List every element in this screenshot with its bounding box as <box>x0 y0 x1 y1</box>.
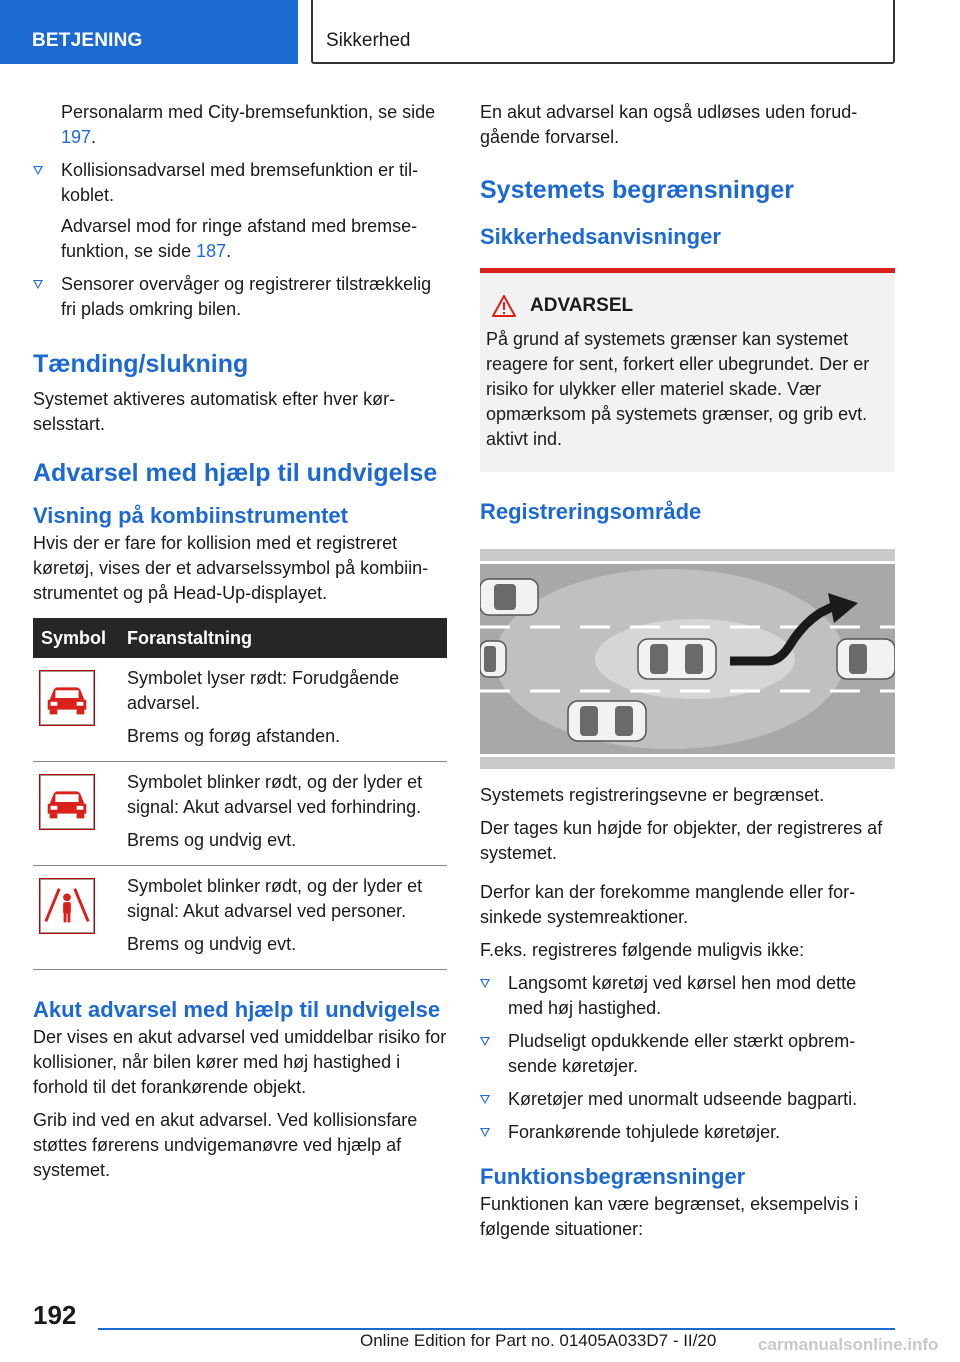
right-column <box>480 100 895 1250</box>
action-cell <box>119 658 447 762</box>
table-header-action: Foranstaltning <box>119 618 447 658</box>
person-warning-icon <box>39 878 95 934</box>
paragraph: Der tages kun højde for objekter, der registreres af systemet. <box>480 818 883 863</box>
bullet-item: Langsomt køretøj ved kørsel hen mod dette med høj hastighed. <box>480 971 895 1021</box>
paragraph: Funktionen kan være begrænset, eksempelvis i følgende situationer: <box>480 1194 859 1239</box>
car-icon <box>480 579 538 615</box>
table-row <box>33 866 447 970</box>
symbol-table <box>33 618 447 970</box>
action-cell <box>119 762 447 866</box>
table-row <box>33 658 447 762</box>
car-warning-icon <box>39 774 95 830</box>
action-text: Symbolet lyser rødt: Forudgående advarsel. <box>127 668 400 713</box>
page-link-187[interactable]: 187 <box>196 241 227 261</box>
heading-visning: Visning på kombiinstrumentet <box>33 503 348 528</box>
paragraph: Hvis der er fare for kollision med et registreret køretøj, vises der et advarselssymbol på kombiinstrumentet og på Head-Up-displayet. <box>33 533 429 603</box>
car-icon <box>568 701 646 741</box>
car-icon <box>638 639 716 679</box>
symbol-cell <box>33 658 119 762</box>
action-text: Brems og undvig evt. <box>127 934 297 954</box>
intro-paragraph: Personalarm med City-bremsefunktion, se side 197. <box>61 102 436 147</box>
action-text: Symbolet blinker rødt, og der lyder et signal: Akut advarsel ved personer. <box>127 876 423 921</box>
symbol-cell <box>33 762 119 866</box>
page-link-197[interactable]: 197 <box>61 127 92 147</box>
bullet-subtext: Advarsel mod for ringe afstand med bremsefunktion, se side 187. <box>61 216 418 261</box>
left-column <box>33 100 447 1191</box>
watermark: carmanualsonline.info <box>758 1335 939 1354</box>
table-row <box>33 762 447 866</box>
paragraph: Der vises en akut advarsel ved umiddelbar risiko for kollisioner, når bilen kører med høj hastighed i forhold til det forankørende objekt. <box>33 1027 447 1097</box>
paragraph: Grib ind ved en akut advarsel. Ved kollisionsfare støttes førerens undvigemanøvre ved hjælp af systemet. <box>33 1110 418 1180</box>
heading-funktion: Funktionsbegrænsninger <box>480 1164 746 1189</box>
paragraph: Systemet aktiveres automatisk efter hver kørselsstart. <box>33 389 396 434</box>
action-text: Brems og undvig evt. <box>127 830 297 850</box>
warning-text: På grund af systemets grænser kan systemet reagere for sent, forkert eller ubegrundet. Der er risiko for ulykker eller materiel skade. Vær opmærksom på systemets grænser, og grib evt. aktivt ind. <box>486 329 870 449</box>
car-icon <box>480 641 506 677</box>
bullet-item: Sensorer overvåger og registrerer tilstrækkelig fri plads omkring bilen. <box>33 272 447 322</box>
bullet-text: Kollisionsadvarsel med bremsefunktion er tilkoblet. <box>33 158 447 208</box>
action-text: Brems og forøg afstanden. <box>127 726 341 746</box>
page-number: 192 <box>33 1300 77 1330</box>
section-tab: BETJENING <box>0 0 298 64</box>
heading-begraensninger: Systemets begrænsninger <box>480 176 794 204</box>
car-icon <box>837 639 895 679</box>
bullet-item: Forankørende tohjulede køretøjer. <box>480 1120 895 1145</box>
detection-range-illustration <box>480 549 895 769</box>
paragraph: F.eks. registreres følgende muligvis ikke: <box>480 940 805 960</box>
bullet-item <box>33 158 447 264</box>
warning-title: ADVARSEL <box>530 295 634 316</box>
warning-triangle-icon <box>492 295 516 317</box>
paragraph: Systemets registreringsevne er begrænset. <box>480 785 825 805</box>
action-text: Symbolet blinker rødt, og der lyder et signal: Akut advarsel ved forhindring. <box>127 772 423 817</box>
heading-akut: Akut advarsel med hjælp til undvigelse <box>33 997 441 1022</box>
subsection-tab: Sikkerhed <box>311 0 895 64</box>
edition-text: Online Edition for Part no. 01405A033D7 - II/20 <box>360 1331 717 1350</box>
paragraph: Derfor kan der forekomme manglende eller forsinkede systemreaktioner. <box>480 882 856 927</box>
warning-header <box>486 295 885 317</box>
bullet-item: Pludseligt opdukkende eller stærkt opbremsende køretøjer. <box>480 1029 895 1079</box>
bullet-item: Køretøjer med unormalt udseende bagparti. <box>480 1087 895 1112</box>
car-warning-icon <box>39 670 95 726</box>
heading-advarsel: Advarsel med hjælp til undvigelse <box>33 459 438 487</box>
footer-divider <box>98 1328 895 1330</box>
table-header-symbol: Symbol <box>33 618 119 658</box>
warning-box <box>480 268 895 472</box>
action-cell <box>119 866 447 970</box>
symbol-cell <box>33 866 119 970</box>
paragraph: En akut advarsel kan også udløses uden forudgående forvarsel. <box>480 102 858 147</box>
heading-registrering: Registreringsområde <box>480 499 702 524</box>
heading-sikkerhed: Sikkerhedsanvisninger <box>480 224 721 249</box>
heading-taending: Tænding/slukning <box>33 350 249 378</box>
